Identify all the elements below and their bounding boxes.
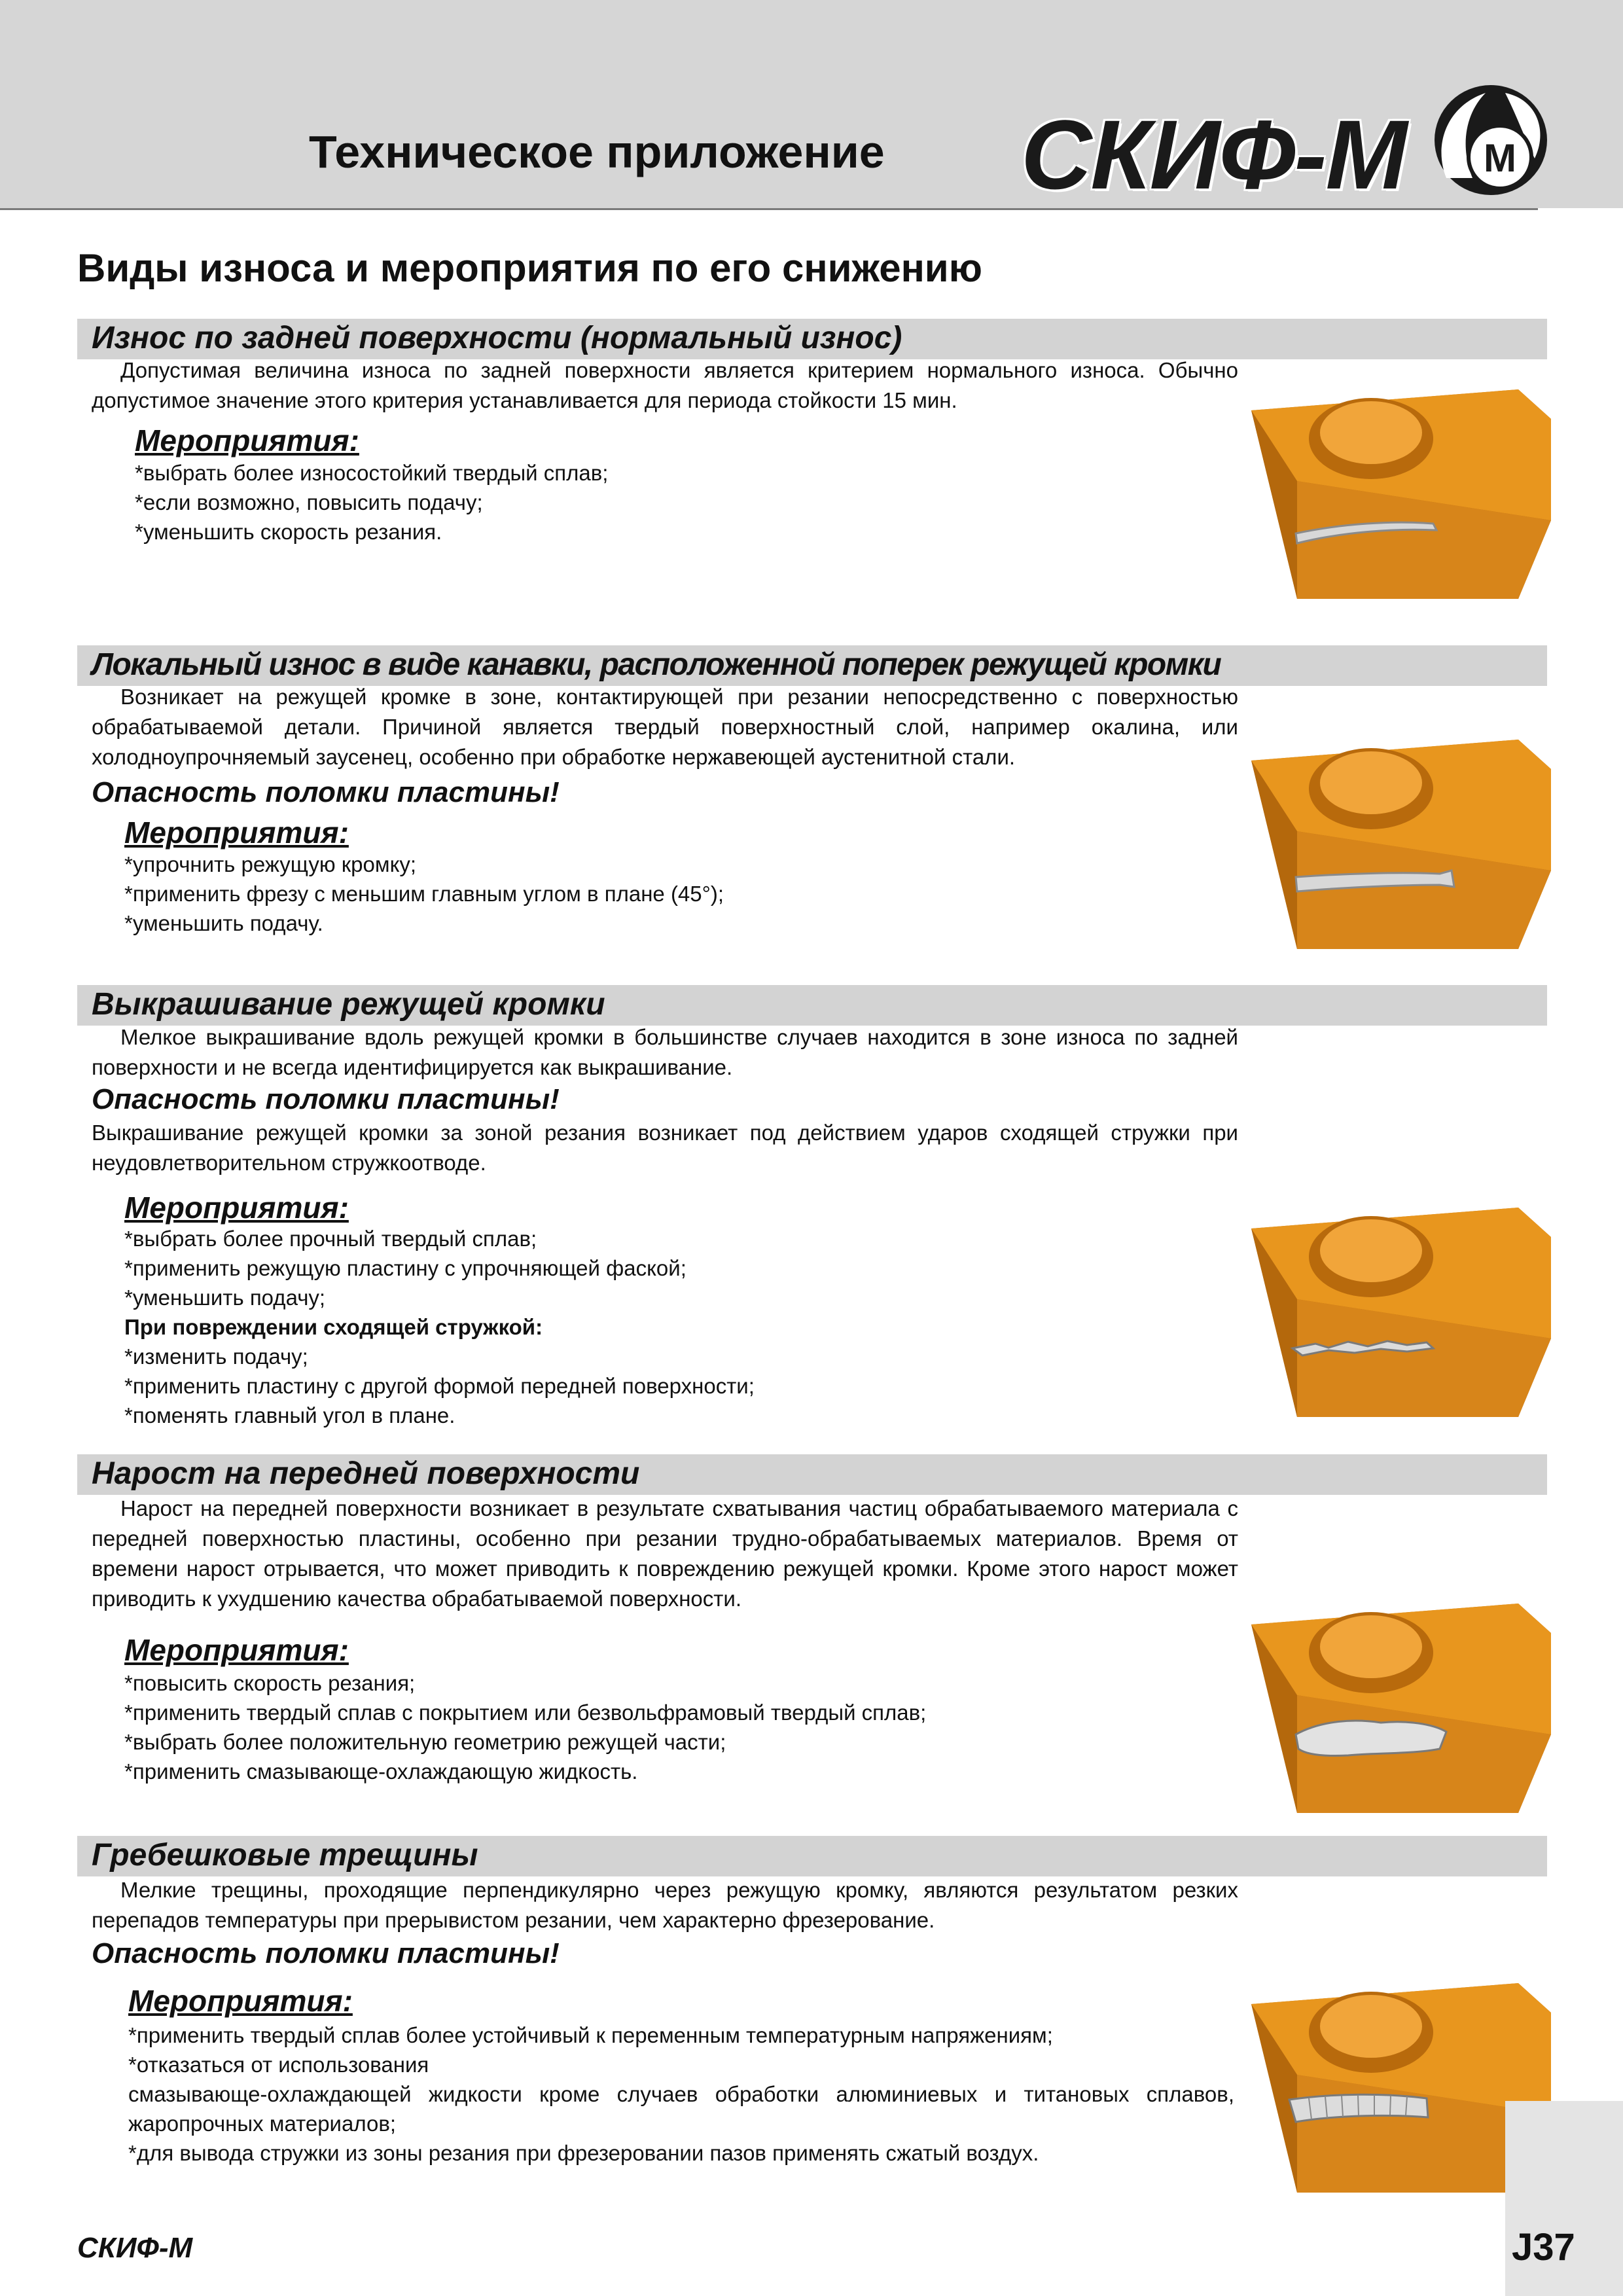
section-title: Локальный износ в виде канавки, расположенной поперек режущей кромки [92, 647, 1221, 682]
measure-item: *отказаться от использования [128, 2053, 429, 2077]
page-number: J37 [1512, 2226, 1575, 2269]
measure-item: *повысить скорость резания; [124, 1671, 416, 1695]
danger-warning: Опасность поломки пластины! [92, 776, 560, 808]
measure-item: *применить твердый сплав с покрытием или безвольфрамовый твердый сплав; [124, 1700, 927, 1725]
measures-list [124, 1668, 926, 1786]
section-title: Нарост на передней поверхности [92, 1456, 640, 1491]
measure-item: *выбрать более износостойкий твердый сплав; [135, 461, 609, 485]
measures-heading: Мероприятия: [128, 1984, 353, 2018]
measure-item: *для вывода стружки из зоны резания при фрезеровании пазов применять сжатый воздух. [128, 2141, 1039, 2165]
measure-item: *если возможно, повысить подачу; [135, 490, 483, 514]
section-paragraph: Мелкие трещины, проходящие перпендикулярно через режущую кромку, являются результатом резких перепадов температуры при прерывистом резании, чем характерно фрезерование. [92, 1878, 1238, 1932]
measures-heading: Мероприятия: [135, 423, 359, 457]
measures-list [128, 2020, 1234, 2168]
danger-warning: Опасность поломки пластины! [92, 1083, 560, 1115]
measures-heading: Мероприятия: [124, 816, 349, 850]
measure-item: *применить режущую пластину с упрочняющей фаской; [124, 1256, 687, 1280]
measure-item: *применить смазывающе-охлаждающую жидкость. [124, 1759, 638, 1784]
measure-item: *уменьшить подачу; [124, 1285, 326, 1310]
header-title: Техническое приложение [309, 126, 885, 177]
section-paragraph: Возникает на режущей кромке в зоне, контактирующей при резании непосредственно с поверхностью обрабатываемой детали. Причиной является твердый поверхностный слой, например окалина, или холодноупрочняемый заусенец, особенно при обработке нержавеющей аустенитной стали. [92, 685, 1238, 769]
measure-item: *изменить подачу; [124, 1344, 308, 1369]
measure-item: *уменьшить скорость резания. [135, 520, 442, 544]
company-logo-emblem-icon [1427, 80, 1551, 204]
section-paragraph: Выкрашивание режущей кромки за зоной резания возникает под действием ударов сходящей стружки при неудовлетворительном стружкоотводе. [92, 1121, 1238, 1175]
insert-built-up-edge-image [1243, 1604, 1551, 1820]
measure-item: смазывающе-охлаждающей жидкости кроме случаев обработки алюминиевых и титановых сплавов, жаропрочных материалов; [128, 2082, 1234, 2136]
measure-item: *выбрать более положительную геометрию режущей части; [124, 1730, 726, 1754]
measure-item: *упрочнить режущую кромку; [124, 852, 417, 876]
measure-item: *применить пластину с другой формой передней поверхности; [124, 1374, 755, 1398]
measure-item: *применить фрезу с меньшим главным углом в плане (45°); [124, 882, 724, 906]
footer-brand: СКИФ-М [77, 2232, 193, 2264]
measure-item: *поменять главный угол в плане. [124, 1403, 455, 1427]
section-title: Гребешковые трещины [92, 1838, 478, 1873]
page-title: Виды износа и мероприятия по его снижению [77, 246, 982, 290]
measures-list [124, 850, 724, 938]
insert-edge-chipping-image [1243, 1208, 1551, 1424]
section-title: Выкрашивание режущей кромки [92, 987, 605, 1022]
measures-heading: Мероприятия: [124, 1191, 349, 1225]
measure-item: *выбрать более прочный твердый сплав; [124, 1227, 537, 1251]
insert-flank-wear-image [1243, 389, 1551, 605]
measures-heading: Мероприятия: [124, 1633, 349, 1667]
measures-list [135, 458, 608, 547]
danger-warning: Опасность поломки пластины! [92, 1937, 560, 1969]
section-paragraph: Допустимая величина износа по задней поверхности является критерием нормального износа. Обычно допустимое значение этого критерия устанавливается для периода стойкости 15 мин. [92, 358, 1238, 412]
section-paragraph: Нарост на передней поверхности возникает в результате схватывания частиц обрабатываемого материала с передней поверхностью пластины, особенно при резании трудно-обрабатываемых материалов. Время от времени нарост отрывается, что может приводить к повреждению режущей кромки. Кроме этого нарост может приводить к ухудшению качества обрабатываемой поверхности. [92, 1496, 1238, 1611]
insert-notch-wear-image [1243, 740, 1551, 956]
measure-subheading: При повреждении сходящей стружкой: [124, 1315, 543, 1339]
measure-item: *применить твердый сплав более устойчивый к переменным температурным напряжениям; [128, 2023, 1053, 2047]
measures-list [124, 1224, 755, 1430]
section-paragraph: Мелкое выкрашивание вдоль режущей кромки в большинстве случаев находится в зоне износа по задней поверхности и не всегда идентифицируется как выкрашивание. [92, 1025, 1238, 1079]
measure-item: *уменьшить подачу. [124, 911, 323, 935]
logo-badge: M [1484, 136, 1516, 180]
company-logo-text: СКИФ-М [1021, 99, 1406, 209]
section-title: Износ по задней поверхности (нормальный износ) [92, 321, 902, 355]
